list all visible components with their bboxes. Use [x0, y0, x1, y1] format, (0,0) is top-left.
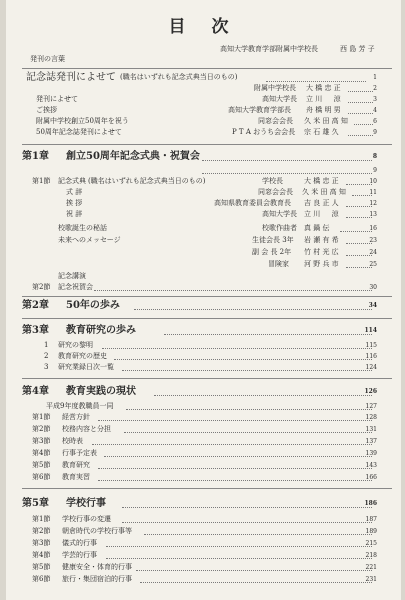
section-label: 第1節 — [32, 515, 51, 523]
page-number: 139 — [365, 450, 377, 457]
page-number: 218 — [365, 552, 377, 559]
page-number: 6 — [373, 118, 377, 125]
section-label: 第1節 — [32, 177, 51, 185]
entry-label: ご挨拶 — [36, 106, 57, 114]
chapter-3-title: 教育研究の歩み — [66, 325, 136, 336]
leader-dots — [104, 456, 372, 457]
page-number: 24 — [369, 249, 377, 256]
page-number: 9 — [373, 129, 377, 136]
entry-label: 健康安全・体育的行事 — [62, 563, 132, 571]
chapter-2 — [6, 299, 401, 313]
page-number: 8 — [372, 153, 377, 160]
page-number: 131 — [365, 426, 377, 433]
toc-hakkan-label: 発刊の言葉 — [30, 55, 65, 63]
entry-label: 教育研究 — [62, 461, 90, 469]
chapter-5 — [6, 497, 401, 511]
entry-name: 立 川 涼 — [304, 210, 339, 218]
toc-section — [6, 176, 401, 187]
chapter-1-title: 創立50周年記念式典・祝賀会 — [66, 151, 200, 162]
header-name: 西 島 芳 子 — [340, 45, 375, 53]
leader-dots — [126, 409, 372, 410]
page-number: 2 — [373, 85, 377, 92]
entry-role: 同窓会会長 — [258, 188, 293, 196]
entry-label: 記念講演 — [58, 272, 86, 280]
entry-label: 研究の黎明 — [58, 341, 93, 349]
page-number: 128 — [365, 414, 377, 421]
toc-entry — [6, 351, 401, 362]
section-label: 第3節 — [32, 437, 51, 445]
toc-entry — [6, 94, 401, 105]
section-label: 第6節 — [32, 473, 51, 481]
entry-num: 2 — [44, 352, 49, 360]
page-number: 13 — [369, 211, 377, 218]
toc-page — [6, 0, 401, 600]
toc-entry — [6, 116, 401, 127]
chapter-2-label: 第2章 — [22, 300, 49, 311]
toc-entry — [6, 448, 401, 459]
entry-label: 祝 辞 — [66, 210, 83, 218]
toc-entry — [6, 472, 401, 483]
entry-label: 50周年記念誌発刊によせて — [36, 128, 122, 136]
toc-entry — [6, 362, 401, 373]
section-label: 第6節 — [32, 575, 51, 583]
toc-entry — [6, 259, 401, 270]
toc-kinenshi — [6, 72, 401, 83]
entry-label: 学芸的行事 — [62, 551, 97, 559]
entry-role: P T A おうち会会長 — [232, 128, 296, 136]
entry-role: 校歌作曲者 — [262, 224, 297, 232]
entry-num: 1 — [44, 341, 49, 349]
leader-dots — [106, 546, 372, 547]
section-note: (職名はいずれも記念式典当日のもの) — [88, 177, 206, 185]
section-label: 第2節 — [32, 283, 51, 291]
entry-name: 真 鍋 伝 — [304, 224, 330, 232]
page-number: 115 — [365, 342, 377, 349]
page-number: 231 — [365, 576, 377, 583]
toc-entry — [6, 550, 401, 561]
entry-label: 校歌誕生の秘話 — [58, 224, 107, 232]
chapter-1-label: 第1章 — [22, 151, 49, 162]
toc-entry — [6, 538, 401, 549]
entry-label: 旅行・集団宿泊的行事 — [62, 575, 132, 583]
entry-label: 経営方針 — [62, 413, 90, 421]
toc-entry — [6, 514, 401, 525]
leader-dots — [122, 507, 372, 508]
chapter-3-label: 第3章 — [22, 325, 49, 336]
divider — [22, 68, 392, 69]
leader-dots — [136, 570, 372, 571]
page-number: 25 — [369, 261, 377, 268]
chapter-2-title: 50年の歩み — [66, 300, 120, 311]
divider — [22, 318, 392, 319]
leader-dots — [106, 558, 372, 559]
entry-role: 附属中学校長 — [254, 84, 296, 92]
toc-entry — [6, 223, 401, 234]
page-number: 23 — [369, 237, 377, 244]
toc-section — [6, 282, 401, 293]
entry-label: 校務内容と分担 — [62, 425, 111, 433]
page-number: 126 — [364, 388, 377, 395]
toc-entry — [6, 165, 401, 176]
entry-label: 教育実習 — [62, 473, 90, 481]
divider — [22, 488, 392, 489]
page-number: 143 — [365, 462, 377, 469]
entry-name: 竹 村 光 広 — [304, 248, 339, 256]
entry-label: 未来へのメッセージ — [58, 236, 121, 244]
entry-name: 吉 良 正 人 — [304, 199, 339, 207]
leader-dots — [202, 160, 372, 161]
page-title: 目 次 — [168, 17, 239, 37]
entry-label: 校時表 — [62, 437, 83, 445]
page-number: 10 — [369, 178, 377, 185]
toc-entry — [6, 436, 401, 447]
leader-dots — [124, 432, 372, 433]
toc-hakkan — [6, 54, 401, 65]
page-number: 186 — [364, 500, 377, 507]
entry-role: 学校長 — [262, 177, 283, 185]
page-number: 137 — [365, 438, 377, 445]
chapter-4-title: 教育実践の現状 — [66, 386, 136, 397]
chapter-1 — [6, 150, 401, 164]
page-number: 116 — [365, 353, 377, 360]
divider — [22, 144, 392, 145]
leader-dots — [202, 173, 372, 174]
toc-entry — [6, 83, 401, 94]
section-label: 第4節 — [32, 449, 51, 457]
section-label: 第5節 — [32, 461, 51, 469]
leader-dots — [94, 290, 372, 291]
entry-name: 大 橋 忠 正 — [304, 177, 339, 185]
toc-entry — [6, 574, 401, 585]
toc-entry — [6, 412, 401, 423]
entry-role: 生徒会長 3年 — [252, 236, 294, 244]
entry-name: 舟 橋 明 男 — [306, 106, 341, 114]
entry-role: 高知大学教育学部長 — [228, 106, 291, 114]
header-role: 高知大学教育学部附属中学校長 — [220, 45, 318, 53]
toc-entry — [6, 198, 401, 209]
chapter-3 — [6, 324, 401, 338]
chapter-5-label: 第5章 — [22, 498, 49, 509]
leader-dots — [134, 309, 372, 310]
page-number: 11 — [369, 189, 377, 196]
page-number: 187 — [365, 516, 377, 523]
section-label: 第1節 — [32, 413, 51, 421]
section-title: 記念祝賀会 — [58, 283, 93, 291]
leader-dots — [102, 348, 372, 349]
page-number: 1 — [373, 74, 377, 81]
toc-entry — [6, 401, 401, 412]
entry-name: 久 米 田 高 知 — [302, 188, 346, 196]
chapter-4-label: 第4章 — [22, 386, 49, 397]
leader-dots — [98, 480, 372, 481]
page-number: 124 — [365, 364, 377, 371]
leader-dots — [154, 395, 372, 396]
entry-label: 朝倉時代の学校行事等 — [62, 527, 132, 535]
leader-dots — [114, 359, 372, 360]
page-number: 114 — [364, 327, 377, 334]
entry-label: 挨 拶 — [66, 199, 83, 207]
toc-entry — [6, 209, 401, 220]
entry-role: 高知県教育委員会教育長 — [214, 199, 291, 207]
entry-role: 副 会 長 2年 — [252, 248, 292, 256]
leader-dots — [122, 370, 372, 371]
toc-entry — [6, 127, 401, 138]
page-number: 215 — [365, 540, 377, 547]
entry-label: 発刊によせて — [36, 95, 78, 103]
page-number: 189 — [365, 528, 377, 535]
page-number: 9 — [373, 167, 377, 174]
section-label: 第2節 — [32, 425, 51, 433]
entry-role: 高知大学長 — [262, 210, 297, 218]
chapter-5-title: 学校行事 — [66, 498, 106, 509]
section-label: 第2節 — [32, 527, 51, 535]
toc-entry — [6, 247, 401, 258]
entry-label: 研究業録日次一覧 — [58, 363, 114, 371]
section-title: 記念式典 — [58, 177, 86, 185]
entry-name: 立 川 涼 — [306, 95, 341, 103]
page-number: 3 — [373, 96, 377, 103]
toc-entry — [6, 460, 401, 471]
entry-label: 学校行事の変遷 — [62, 515, 111, 523]
toc-entry — [6, 105, 401, 116]
entry-label: 儀式的行事 — [62, 539, 97, 547]
toc-entry — [6, 526, 401, 537]
leader-dots — [98, 420, 372, 421]
page-number: 166 — [365, 474, 377, 481]
toc-entry — [6, 235, 401, 246]
leader-dots — [164, 334, 372, 335]
entry-role: 高知大学長 — [262, 95, 297, 103]
toc-entry — [6, 424, 401, 435]
toc-kinenshi-note: (職名はいずれも記念式典当日のもの) — [120, 73, 238, 81]
entry-name: 岩 瀬 有 希 — [304, 236, 339, 244]
entry-name: 河 野 兵 市 — [304, 260, 339, 268]
divider — [22, 296, 392, 297]
page-number: 221 — [365, 564, 377, 571]
leader-dots — [140, 582, 372, 583]
toc-entry — [6, 340, 401, 351]
entry-num: 3 — [44, 363, 49, 371]
page-number: 34 — [368, 302, 377, 309]
section-label: 第3節 — [32, 539, 51, 547]
page-number: 127 — [365, 403, 377, 410]
page-number: 30 — [369, 284, 377, 291]
section-label: 第4節 — [32, 551, 51, 559]
section-label: 第5節 — [32, 563, 51, 571]
entry-label: 教育研究の歴史 — [58, 352, 107, 360]
entry-name: 宗 石 雄 久 — [304, 128, 339, 136]
entry-name: 大 橋 忠 正 — [306, 84, 341, 92]
entry-label: 平成9年度教職員一同 — [46, 402, 114, 410]
page-number: 16 — [369, 225, 377, 232]
leader-dots — [98, 468, 372, 469]
entry-role: 同窓会会長 — [258, 117, 293, 125]
leader-dots — [144, 534, 372, 535]
entry-label: 式 辞 — [66, 188, 83, 196]
leader-dots — [92, 444, 372, 445]
page-number: 12 — [369, 200, 377, 207]
page-number: 4 — [373, 107, 377, 114]
toc-entry — [6, 562, 401, 573]
entry-name: 久 米 田 高 知 — [304, 117, 348, 125]
toc-entry — [6, 187, 401, 198]
chapter-4 — [6, 385, 401, 399]
leader-dots — [122, 522, 372, 523]
toc-kinenshi-label: 記念誌発刊によせて — [26, 72, 116, 83]
leader-dots — [266, 81, 366, 82]
divider — [22, 378, 392, 379]
entry-role: 冒険家 — [268, 260, 289, 268]
toc-entry — [6, 271, 401, 282]
entry-label: 行事予定表 — [62, 449, 97, 457]
entry-label: 附属中学校創立50周年を祝う — [36, 117, 129, 125]
